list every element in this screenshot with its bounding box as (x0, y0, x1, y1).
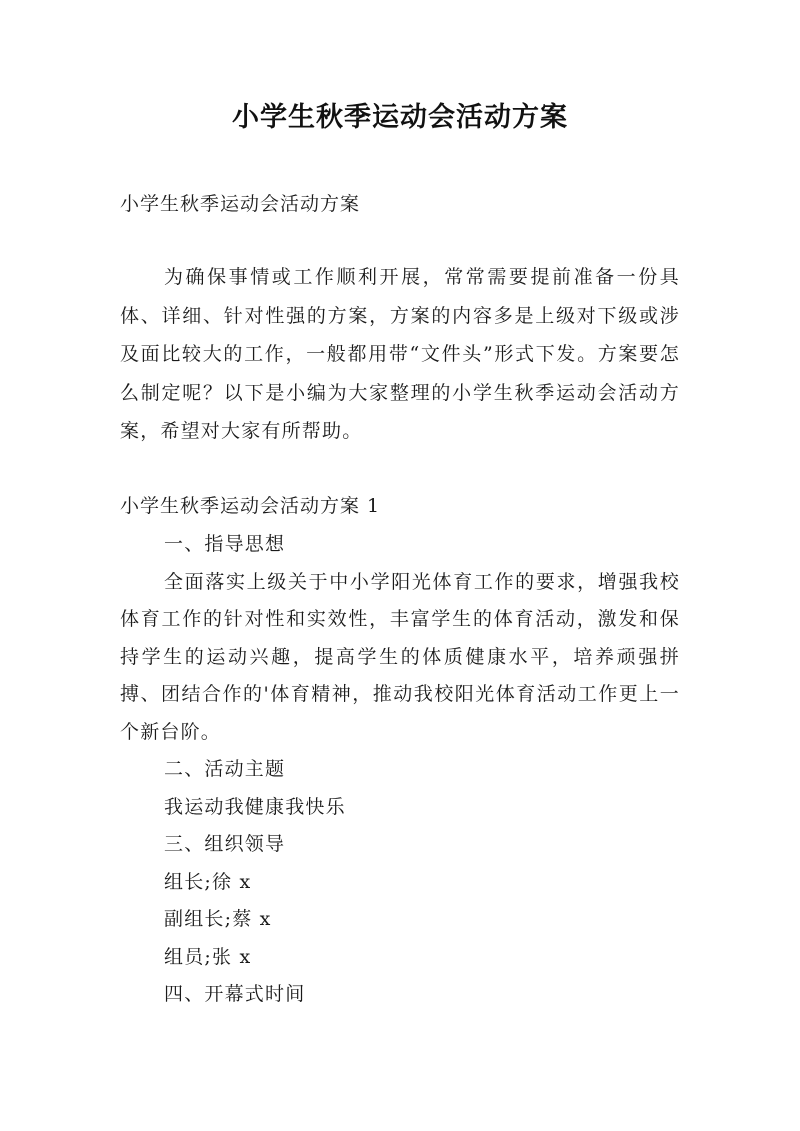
leader-line: 组长;徐 x (164, 870, 252, 893)
heading-activity-theme: 二、活动主题 (164, 758, 286, 781)
plan-section-heading: 小学生秋季运动会活动方案 1 (120, 495, 381, 517)
document-subtitle: 小学生秋季运动会活动方案 (120, 193, 361, 215)
document-title: 小学生秋季运动会活动方案 (232, 102, 568, 133)
plan-content (120, 526, 680, 1014)
member-line: 组员;张 x (164, 945, 252, 968)
deputy-leader-line: 副组长;蔡 x (164, 908, 272, 931)
heading-opening-time: 四、开幕式时间 (164, 983, 306, 1006)
heading-organization: 三、组织领导 (164, 833, 286, 856)
activity-theme-text: 我运动我健康我快乐 (164, 795, 346, 818)
intro-paragraph: 为确保事情或工作顺利开展，常常需要提前准备一份具体、详细、针对性强的方案，方案的内容多是上级对下级或涉及面比较大的工作，一般都用带“文件头”形式下发。方案要怎么制定呢？以下是小编为大家整理的小学生秋季运动会活动方案，希望对大家有所帮助。 (120, 266, 680, 443)
heading-guiding-ideology: 一、指导思想 (164, 533, 286, 555)
guiding-ideology-paragraph: 全面落实上级关于中小学阳光体育工作的要求，增强我校体育工作的针对性和实效性，丰富学生的体育活动，激发和保持学生的运动兴趣，提高学生的体质健康水平，培养顽强拼搏、团结合作的'体育精神，推动我校阳光体育活动工作更上一个新台阶。 (120, 570, 680, 743)
